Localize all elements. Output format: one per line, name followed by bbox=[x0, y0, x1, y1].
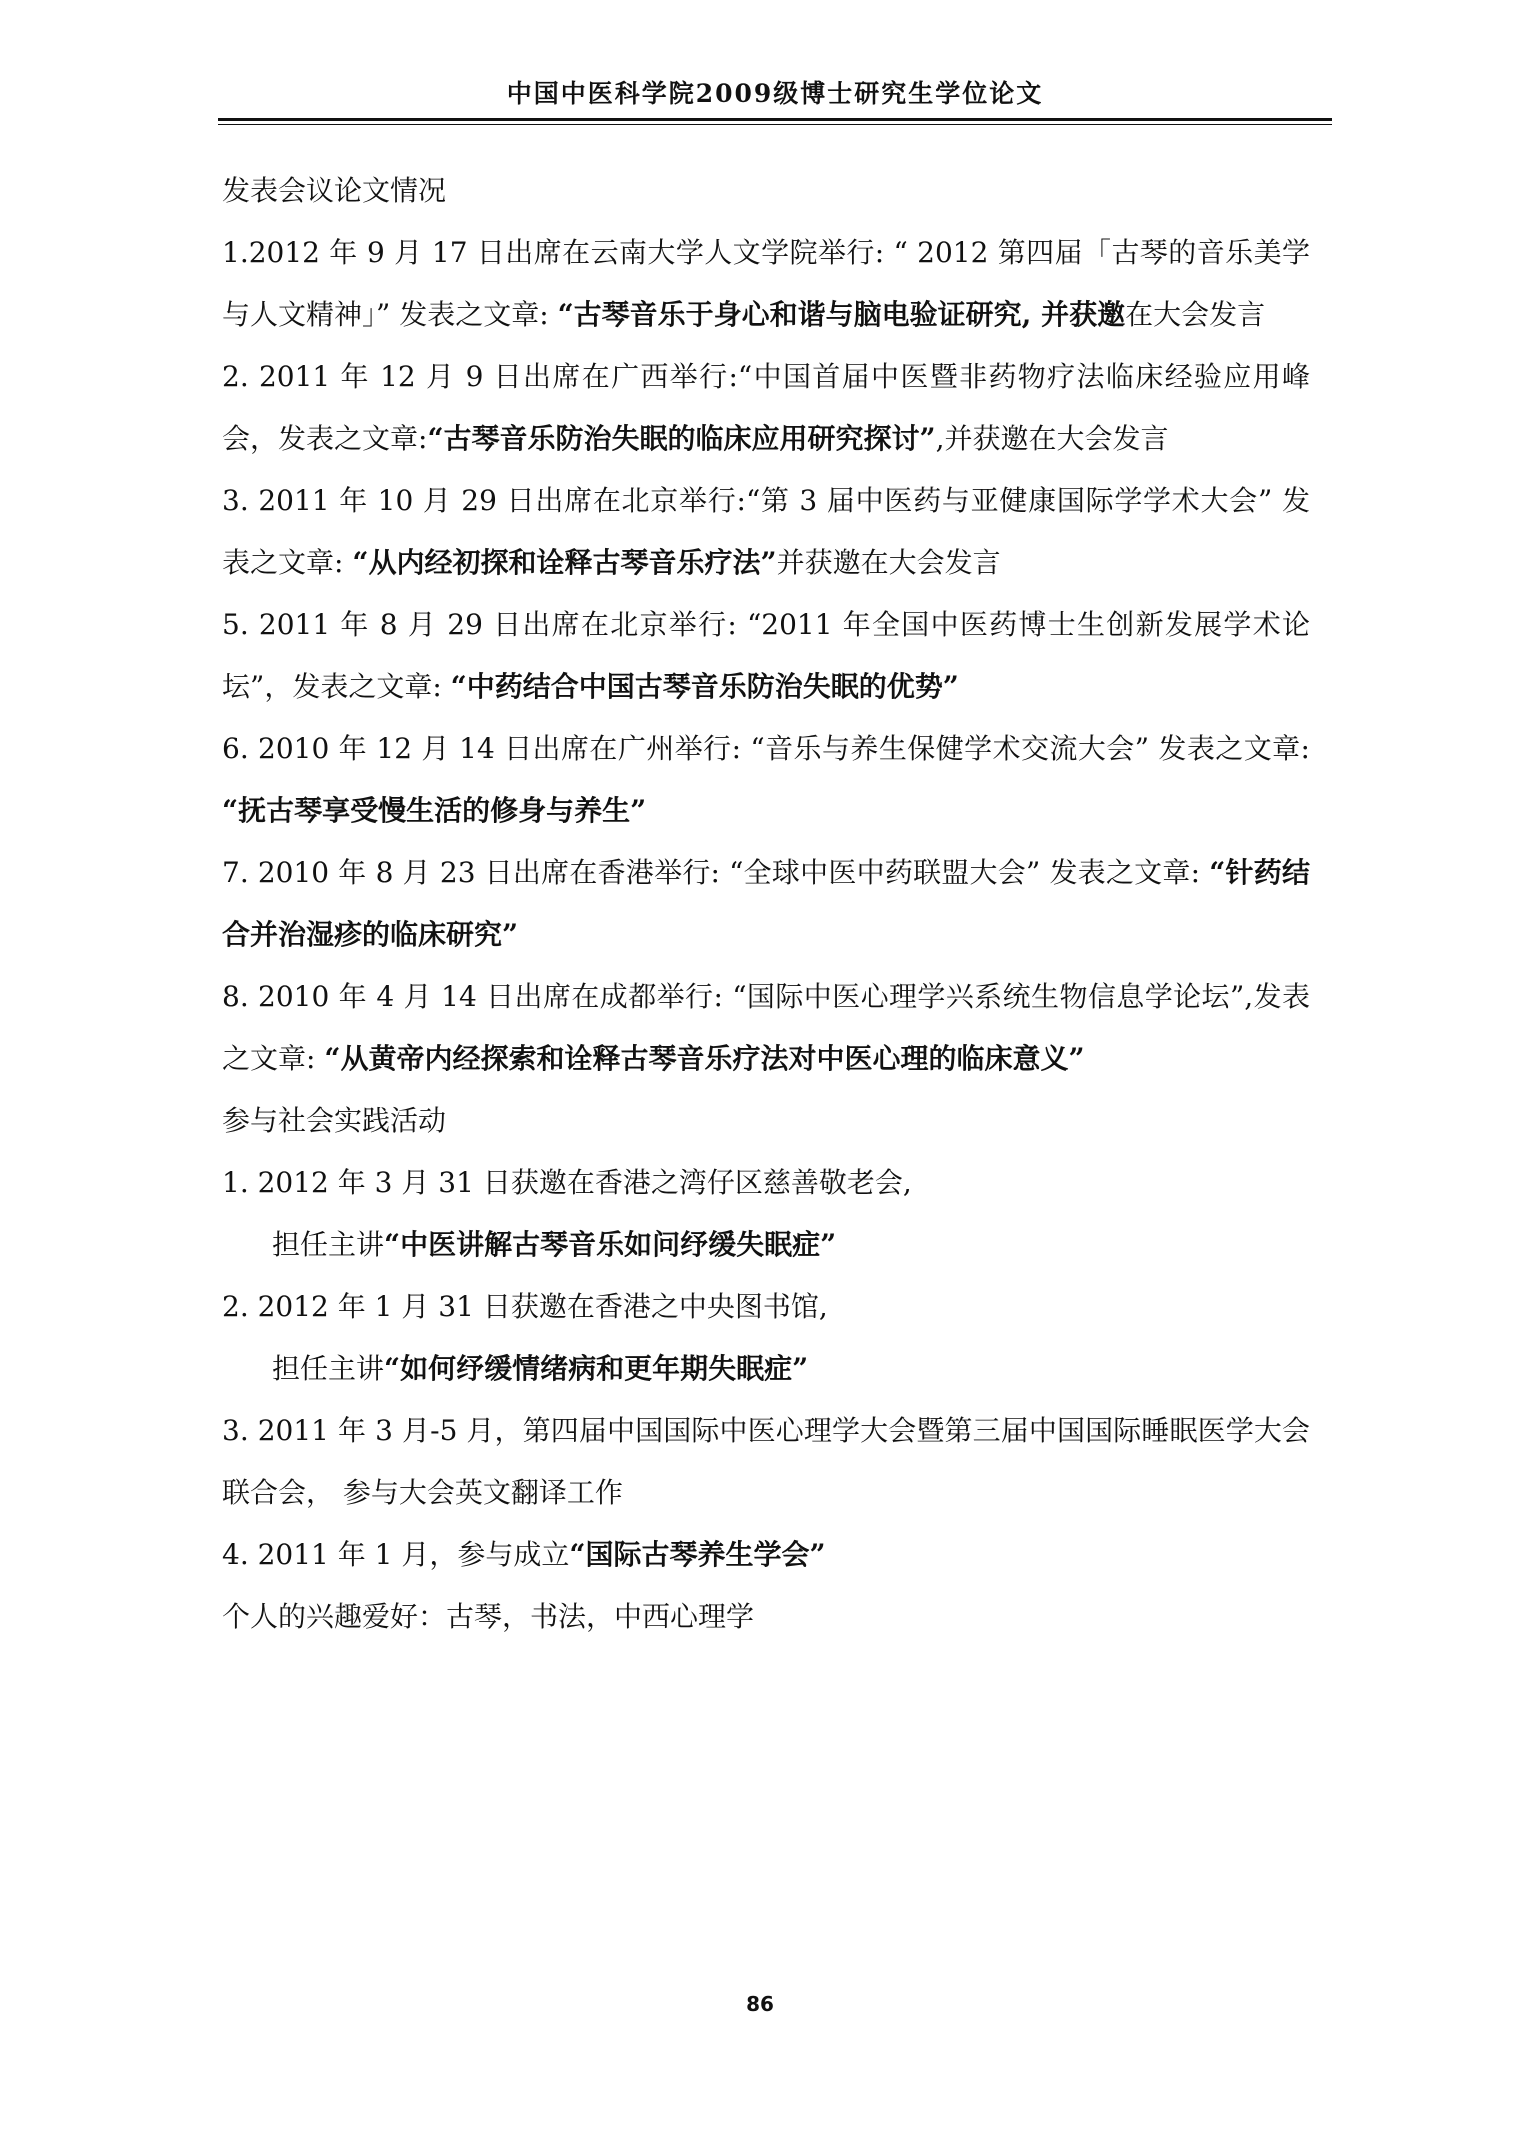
section-heading-conference-papers: 发表会议论文情况 bbox=[222, 174, 447, 207]
society-name: “国际古琴养生学会” bbox=[569, 1538, 826, 1571]
hobbies-line: 个人的兴趣爱好：古琴，书法，中西心理学 bbox=[222, 1600, 755, 1633]
social-practice-role bbox=[222, 1214, 1310, 1276]
paper-title: “古琴音乐防治失眠的临床应用研究探讨” bbox=[427, 422, 936, 455]
paper-title: “从黄帝内经探索和诠释古琴音乐疗法对中医心理的临床意义” bbox=[324, 1042, 1085, 1075]
entry-text: 2. 2011 年 12 月 9 日出席在广西举行:“中国首届中医暨非药物疗法临床经验应用峰会，发表之文章: bbox=[222, 360, 1310, 455]
conference-paper-entry bbox=[222, 966, 1310, 1090]
role-prefix: 担任主讲 bbox=[272, 1228, 385, 1261]
social-practice-entry: 1. 2012 年 3 月 31 日获邀在香港之湾仔区慈善敬老会, bbox=[222, 1166, 912, 1199]
page-body bbox=[222, 160, 1310, 1648]
entry-tail: ,并获邀在大会发言 bbox=[935, 422, 1169, 455]
conference-paper-entry bbox=[222, 346, 1310, 470]
paper-title: “抚古琴享受慢生活的修身与养生” bbox=[222, 794, 647, 827]
entry-text: 6. 2010 年 12 月 14 日出席在广州举行: “音乐与养生保健学术交流大会” 发表之文章: bbox=[222, 732, 1310, 765]
paper-title: “针药结合并治湿疹的临床研究” bbox=[222, 856, 1310, 951]
lecture-title: “如何纾缓情绪病和更年期失眠症” bbox=[384, 1352, 809, 1385]
entry-tail: 在大会发言 bbox=[1125, 298, 1266, 331]
social-practice-entry: 3. 2011 年 3 月-5 月，第四届中国国际中医心理学大会暨第三届中国国际睡眠医学大会联合会， 参与大会英文翻译工作 bbox=[222, 1414, 1310, 1509]
header-rule bbox=[218, 118, 1332, 121]
entry-text: 4. 2011 年 1 月，参与成立 bbox=[222, 1538, 570, 1571]
conference-paper-entry bbox=[222, 842, 1310, 966]
conference-paper-entry bbox=[222, 718, 1310, 842]
role-prefix: 担任主讲 bbox=[272, 1352, 385, 1385]
paper-title: “古琴音乐于身心和谐与脑电验证研究, 并获邀 bbox=[557, 298, 1126, 331]
running-header: 中国中医科学院2009级博士研究生学位论文 bbox=[506, 79, 1044, 108]
entry-text: 1.2012 年 9 月 17 日出席在云南大学人文学院举行: “ 2012 第四届「古琴的音乐美学与人文精神」” 发表之文章: bbox=[222, 236, 1310, 331]
social-practice-entry bbox=[222, 1524, 1310, 1586]
entry-tail: 并获邀在大会发言 bbox=[776, 546, 1001, 579]
conference-paper-entry bbox=[222, 594, 1310, 718]
social-practice-entry: 2. 2012 年 1 月 31 日获邀在香港之中央图书馆, bbox=[222, 1290, 828, 1323]
entry-text: 8. 2010 年 4 月 14 日出席在成都举行: “国际中医心理学兴系统生物信息学论坛”,发表之文章: bbox=[222, 980, 1310, 1075]
lecture-title: “中医讲解古琴音乐如问纾缓失眠症” bbox=[384, 1228, 837, 1261]
social-practice-role bbox=[222, 1338, 1310, 1400]
section-heading-social-practice: 参与社会实践活动 bbox=[222, 1104, 447, 1137]
page-number: 86 bbox=[746, 1992, 774, 2016]
paper-title: “中药结合中国古琴音乐防治失眠的优势” bbox=[450, 670, 959, 703]
entry-text: 3. 2011 年 10 月 29 日出席在北京举行:“第 3 届中医药与亚健康国际学学术大会” 发表之文章: bbox=[222, 484, 1310, 579]
header-rule-thin bbox=[218, 124, 1332, 125]
conference-paper-entry bbox=[222, 470, 1310, 594]
paper-title: “从内经初探和诠释古琴音乐疗法” bbox=[352, 546, 777, 579]
entry-text: 7. 2010 年 8 月 23 日出席在香港举行: “全球中医中药联盟大会” 发表之文章: bbox=[222, 856, 1210, 889]
entry-text: 5. 2011 年 8 月 29 日出席在北京举行: “2011 年全国中医药博士生创新发展学术论坛”，发表之文章: bbox=[222, 608, 1310, 703]
conference-paper-entry bbox=[222, 222, 1310, 346]
